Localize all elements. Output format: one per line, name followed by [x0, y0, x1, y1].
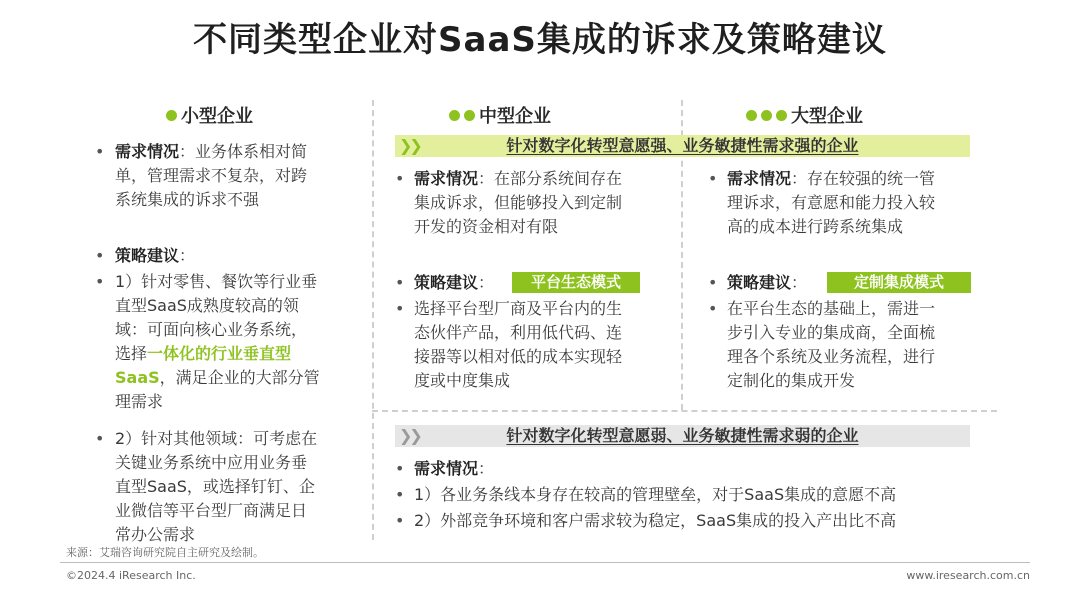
large-strategy-label: 策略建议： — [727, 273, 808, 292]
level-dot-icon — [776, 110, 787, 121]
page-title: 不同类型企业对SaaS集成的诉求及策略建议 — [193, 20, 887, 60]
highlight-text: 一体化的行业垂直型 — [147, 344, 292, 363]
bullet: • — [395, 511, 405, 530]
large-enterprise-heading: 大型企业 — [746, 102, 863, 128]
level-dot-icon — [166, 110, 177, 121]
bullet: • — [95, 272, 105, 291]
small-enterprise-heading: 小型企业 — [166, 102, 253, 128]
bullet: • — [395, 459, 405, 478]
bullet: • — [95, 246, 105, 265]
weak-demand-banner — [395, 425, 970, 447]
medium-strategy-label: 策略建议： — [414, 273, 495, 292]
medium-enterprise-heading: 中型企业 — [449, 102, 551, 128]
weak-demand-label: 需求情况： — [414, 459, 495, 478]
bullet: • — [395, 273, 405, 292]
medium-strategy-text: 选择平台型厂商及平台内的生 态伙伴产品，利用低代码、连 接器等以相对低的成本实现轻 度或中度集成 — [414, 299, 623, 390]
large-strategy-text: 在平台生态的基础上，需进一 步引入专业的集成商，全面梳 理各个系统及业务流程，进行 定制化的集成开发 — [727, 299, 936, 390]
highlight-text: SaaS — [115, 368, 160, 387]
website-link[interactable]: www.iresearch.com.cn — [906, 569, 1030, 582]
small-strategy-1: 1）针对零售、餐饮等行业垂 直型SaaS成熟度较高的领 域：可面向核心业务系统， 选择一体化的行业垂直型 SaaS，满足企业的大部分管 理需求 — [115, 272, 320, 411]
medium-demand: 需求情况：在部分系统间存在 集成诉求，但能够投入到定制 开发的资金相对有限 — [414, 169, 623, 236]
level-dot-icon — [746, 110, 757, 121]
bullet: • — [95, 429, 105, 448]
chevron-right-icon: ❯❯ — [399, 136, 420, 155]
copyright: ©2024.4 iResearch Inc. — [66, 569, 196, 582]
bullet: • — [708, 273, 718, 292]
bullet: • — [395, 299, 405, 318]
small-strategy-2: 2）针对其他领域：可考虑在 关键业务系统中应用业务垂 直型SaaS，或选择钉钉、企 业微信等平台型厂商满足日 常办公需求 — [115, 429, 318, 544]
source-note: 来源：艾瑞咨询研究院自主研究及绘制。 — [66, 546, 264, 559]
level-dot-icon — [449, 110, 460, 121]
demand-label: 需求情况 — [727, 169, 792, 188]
bullet: • — [395, 485, 405, 504]
bullet: • — [395, 169, 405, 188]
weak-demand-banner-text: 针对数字化转型意愿弱、业务敏捷性需求弱的企业 — [506, 426, 859, 445]
small-demand: 需求情况：业务体系相对简 单，管理需求不复杂，对跨 系统集成的诉求不强 — [115, 142, 308, 209]
bullet: • — [708, 169, 718, 188]
row-divider — [372, 410, 997, 412]
footer-divider — [60, 562, 1030, 563]
weak-item-2: 2）外部竞争环境和客户需求较为稳定，SaaS集成的投入产出比不高 — [414, 511, 897, 530]
demand-label: 需求情况 — [115, 142, 180, 161]
level-dot-icon — [464, 110, 475, 121]
small-strategy-label: 策略建议： — [115, 246, 196, 265]
strong-demand-banner — [395, 135, 970, 157]
column-divider-left — [372, 100, 374, 540]
weak-item-1: 1）各业务条线本身存在较高的管理壁垒，对于SaaS集成的意愿不高 — [414, 485, 897, 504]
demand-label: 需求情况 — [414, 169, 479, 188]
bullet: • — [708, 299, 718, 318]
strong-demand-banner-text: 针对数字化转型意愿强、业务敏捷性需求强的企业 — [506, 136, 859, 155]
custom-integration-tag: 定制集成模式 — [827, 272, 971, 293]
platform-ecosystem-tag: 平台生态模式 — [512, 272, 640, 293]
level-dot-icon — [761, 110, 772, 121]
chevron-right-icon: ❯❯ — [399, 426, 420, 445]
large-demand: 需求情况：存在较强的统一管 理诉求，有意愿和能力投入较 高的成本进行跨系统集成 — [727, 169, 936, 236]
bullet: • — [95, 142, 105, 161]
